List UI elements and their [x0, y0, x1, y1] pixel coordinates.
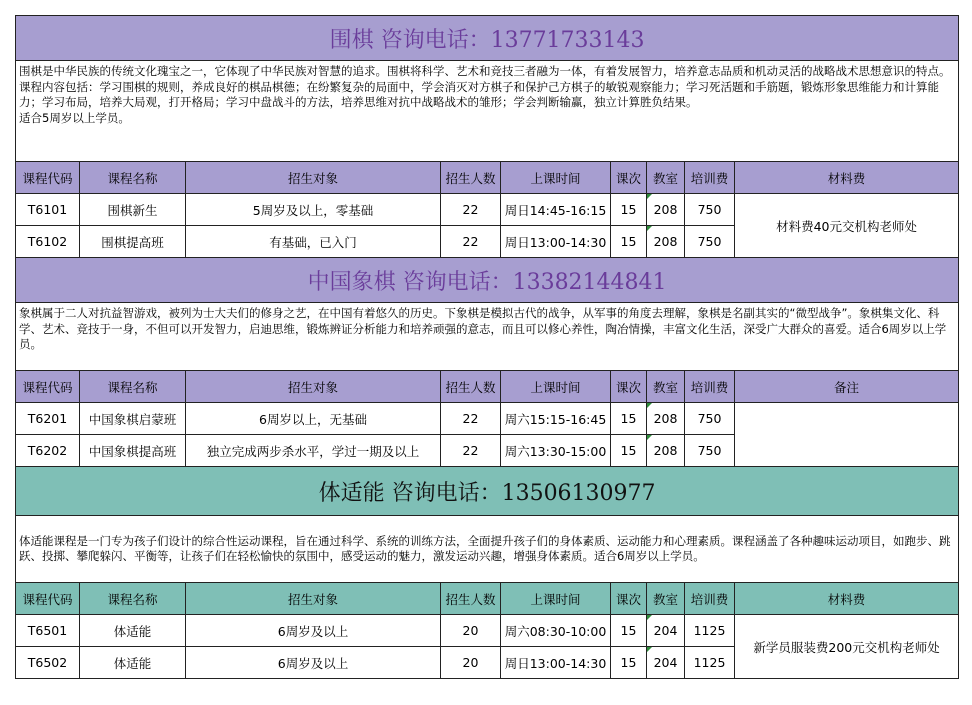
- section-description-fitness: 体适能课程是一门专为孩子们设计的综合性运动课程，旨在通过科学、系统的训练方法，全面提升孩子们的身体素质、运动能力和心理素质。课程涵盖了各种趣味运动项目，如跑步、跳跃、投掷、攀爬躲闪、平衡等，让孩子们在轻松愉快的氛围中，感受运动的魅力，激发运动兴趣，增强身体素质。适合6周岁以上学员。: [16, 516, 959, 583]
- course-fee: 1125: [685, 615, 735, 647]
- course-code: T6502: [16, 647, 80, 679]
- remarks-note: [735, 403, 959, 467]
- course-enrollment: 22: [441, 435, 501, 467]
- course-sessions: 15: [611, 403, 647, 435]
- course-sessions: 15: [611, 435, 647, 467]
- course-classroom: 208: [647, 435, 685, 467]
- course-classroom: 208: [647, 226, 685, 258]
- course-classroom: 204: [647, 615, 685, 647]
- header-sessions: 课次: [611, 583, 647, 615]
- course-sessions: 15: [611, 615, 647, 647]
- course-schedule: 周六15:15-16:45: [501, 403, 611, 435]
- header-schedule: 上课时间: [501, 371, 611, 403]
- header-schedule: 上课时间: [501, 162, 611, 194]
- header-course-name: 课程名称: [80, 371, 186, 403]
- header-target: 招生对象: [186, 371, 441, 403]
- course-fee: 750: [685, 194, 735, 226]
- header-fee: 培训费: [685, 371, 735, 403]
- course-schedule: 周六08:30-10:00: [501, 615, 611, 647]
- course-target: 有基础，已入门: [186, 226, 441, 258]
- course-target: 6周岁及以上: [186, 615, 441, 647]
- course-schedule: 周日13:00-14:30: [501, 226, 611, 258]
- header-target: 招生对象: [186, 162, 441, 194]
- table-header-row: [16, 162, 959, 194]
- course-sessions: 15: [611, 647, 647, 679]
- course-code: T6201: [16, 403, 80, 435]
- header-course-code: 课程代码: [16, 583, 80, 615]
- material-fee-note: 材料费40元交机构老师处: [735, 194, 959, 258]
- header-course-name: 课程名称: [80, 583, 186, 615]
- course-sessions: 15: [611, 194, 647, 226]
- course-target: 6周岁以上，无基础: [186, 403, 441, 435]
- course-enrollment: 22: [441, 226, 501, 258]
- header-schedule: 上课时间: [501, 583, 611, 615]
- section-title-weiqi: 围棋 咨询电话：13771733143: [16, 16, 959, 61]
- header-material-fee: 材料费: [735, 583, 959, 615]
- section-description-xiangqi: 象棋属于二人对抗益智游戏，被列为士大夫们的修身之艺，在中国有着悠久的历史。下象棋是模拟古代的战争，从军事的角度去理解，象棋是名副其实的“微型战争”。象棋集文化、科学、艺术、竞技于一身，不但可以开发智力，启迪思维，锻炼辨证分析能力和培养顽强的意志，而且可以修心养性，陶冶情操，丰富文化生活，深受广大群众的喜爱。适合6周岁以上学员。: [16, 303, 959, 371]
- header-sessions: 课次: [611, 162, 647, 194]
- header-classroom: 教室: [647, 162, 685, 194]
- course-enrollment: 22: [441, 403, 501, 435]
- course-fee: 750: [685, 403, 735, 435]
- header-course-code: 课程代码: [16, 162, 80, 194]
- course-code: T6501: [16, 615, 80, 647]
- section-description-weiqi: 围棋是中华民族的传统文化瑰宝之一，它体现了中华民族对智慧的追求。围棋将科学、艺术和竞技三者融为一体，有着发展智力，培养意志品质和机动灵活的战略战术思想意识的特点。 课程内容包括：学习围棋的规则，养成良好的棋品棋德；在纷繁复杂的局面中，学会消灭对方棋子和保护己方棋子的敏锐观察能力；学习死活题和手筋题，锻炼形象思维能力和计算能力；学习布局，培养大局观，打开格局；学习中盘战斗的方法，培养思维对抗中战略战术的雏形；学会判断输赢，独立计算胜负结果。 适合5周岁以上学员。: [16, 61, 959, 162]
- header-course-name: 课程名称: [80, 162, 186, 194]
- course-schedule: 周日13:00-14:30: [501, 647, 611, 679]
- course-enrollment: 20: [441, 647, 501, 679]
- course-enrollment: 20: [441, 615, 501, 647]
- table-row: [16, 194, 959, 226]
- course-schedule: 周日14:45-16:15: [501, 194, 611, 226]
- header-remarks: 备注: [735, 371, 959, 403]
- header-classroom: 教室: [647, 583, 685, 615]
- course-code: T6102: [16, 226, 80, 258]
- course-classroom: 208: [647, 194, 685, 226]
- course-name: 中国象棋提高班: [80, 435, 186, 467]
- course-name: 体适能: [80, 615, 186, 647]
- course-code: T6101: [16, 194, 80, 226]
- course-sheet: [15, 15, 958, 679]
- course-fee: 750: [685, 226, 735, 258]
- course-code: T6202: [16, 435, 80, 467]
- header-enrollment: 招生人数: [441, 162, 501, 194]
- header-classroom: 教室: [647, 371, 685, 403]
- course-enrollment: 22: [441, 194, 501, 226]
- header-enrollment: 招生人数: [441, 371, 501, 403]
- header-fee: 培训费: [685, 583, 735, 615]
- course-target: 5周岁及以上，零基础: [186, 194, 441, 226]
- course-classroom: 208: [647, 403, 685, 435]
- course-name: 围棋新生: [80, 194, 186, 226]
- header-sessions: 课次: [611, 371, 647, 403]
- section-title-xiangqi: 中国象棋 咨询电话：13382144841: [16, 258, 959, 303]
- course-name: 中国象棋启蒙班: [80, 403, 186, 435]
- course-name: 围棋提高班: [80, 226, 186, 258]
- course-schedule: 周六13:30-15:00: [501, 435, 611, 467]
- course-target: 6周岁及以上: [186, 647, 441, 679]
- header-target: 招生对象: [186, 583, 441, 615]
- course-fee: 1125: [685, 647, 735, 679]
- material-fee-note: 新学员服装费200元交机构老师处: [735, 615, 959, 679]
- table-header-row: [16, 583, 959, 615]
- header-course-code: 课程代码: [16, 371, 80, 403]
- course-classroom: 204: [647, 647, 685, 679]
- course-fee: 750: [685, 435, 735, 467]
- course-sessions: 15: [611, 226, 647, 258]
- course-table: [15, 15, 959, 679]
- course-target: 独立完成两步杀水平，学过一期及以上: [186, 435, 441, 467]
- table-row: [16, 615, 959, 647]
- header-material-fee: 材料费: [735, 162, 959, 194]
- table-header-row: [16, 371, 959, 403]
- section-title-fitness: 体适能 咨询电话：13506130977: [16, 467, 959, 516]
- course-name: 体适能: [80, 647, 186, 679]
- header-fee: 培训费: [685, 162, 735, 194]
- table-row: [16, 403, 959, 435]
- header-enrollment: 招生人数: [441, 583, 501, 615]
